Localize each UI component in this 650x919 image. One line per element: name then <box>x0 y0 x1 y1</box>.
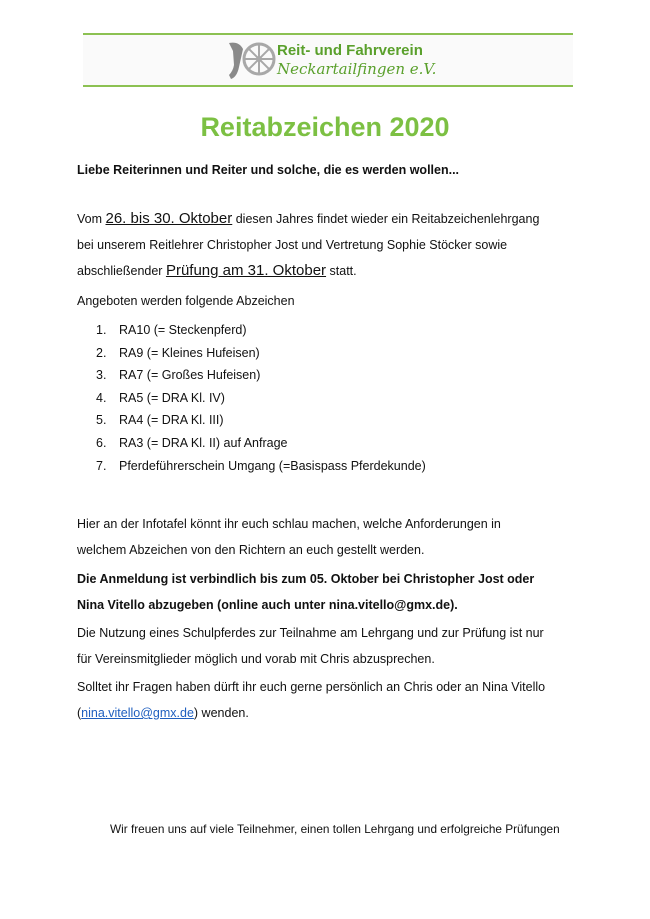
questions-paragraph <box>77 674 545 726</box>
registration-line-1: Die Anmeldung ist verbindlich bis zum 05. Oktober bei Christopher Jost oder <box>77 572 535 586</box>
list-item <box>77 455 426 478</box>
list-number: 7. <box>96 458 107 473</box>
list-number: 2. <box>96 345 107 360</box>
intro-pre: Vom <box>77 212 106 226</box>
list-label: RA7 (= Großes Hufeisen) <box>119 368 261 383</box>
list-label: RA3 (= DRA Kl. II) auf Anfrage <box>119 435 288 450</box>
list-item <box>77 409 426 432</box>
list-number: 3. <box>96 368 107 383</box>
questions-line-2 <box>77 700 545 726</box>
school-line-1: Die Nutzung eines Schulpferdes zur Teilnahme am Lehrgang und zur Prüfung ist nur <box>77 626 544 640</box>
list-number: 4. <box>96 390 107 405</box>
logo-title: Reit- und Fahrverein <box>277 42 423 59</box>
list-number: 6. <box>96 435 107 450</box>
page-title: Reitabzeichen 2020 <box>200 112 450 142</box>
school-horse-paragraph <box>77 620 544 672</box>
info-line-2: welchem Abzeichen von den Richtern an euch gestellt werden. <box>77 543 425 557</box>
intro-paragraph <box>77 206 539 284</box>
intro-line3-post: statt. <box>326 264 357 278</box>
intro-line-1 <box>77 206 539 232</box>
paren-open: ( <box>77 706 82 720</box>
list-label: Pferdeführerschein Umgang (=Basispass Pferdekunde) <box>119 458 426 473</box>
exam-date: Prüfung am 31. Oktober <box>165 262 327 279</box>
footer-text: Wir freuen uns auf viele Teilnehmer, einen tollen Lehrgang und erfolgreiche Prüfungen <box>110 822 560 836</box>
course-dates: 26. bis 30. Oktober <box>105 210 233 227</box>
registration-paragraph <box>77 566 534 618</box>
info-line-1: Hier an der Infotafel könnt ihr euch schlau machen, welche Anforderungen in <box>77 517 501 531</box>
intro-mid: diesen Jahres findet wieder ein Reitabzeichenlehrgang <box>232 212 540 226</box>
list-number: 5. <box>96 413 107 428</box>
list-item <box>77 319 426 342</box>
questions-close: ) wenden. <box>193 706 249 720</box>
list-item <box>77 387 426 410</box>
intro-line3-pre: abschließender <box>77 264 166 278</box>
header-banner <box>83 33 573 87</box>
list-label: RA9 (= Kleines Hufeisen) <box>119 345 260 360</box>
club-logo <box>225 37 455 83</box>
intro-line-3 <box>77 258 539 284</box>
intro-line-2: bei unserem Reitlehrer Christopher Jost und Vertretung Sophie Stöcker sowie <box>77 238 508 252</box>
greeting: Liebe Reiterinnen und Reiter und solche, die es werden wollen... <box>77 163 460 177</box>
list-item <box>77 364 426 387</box>
email-link[interactable]: nina.vitello@gmx.de <box>81 706 194 720</box>
list-label: RA4 (= DRA Kl. III) <box>119 413 224 428</box>
school-line-2: für Vereinsmitglieder möglich und vorab mit Chris abzusprechen. <box>77 652 435 666</box>
list-label: RA5 (= DRA Kl. IV) <box>119 390 225 405</box>
list-item <box>77 432 426 455</box>
questions-line-1: Solltet ihr Fragen haben dürft ihr euch gerne persönlich an Chris oder an Nina Vitello <box>77 680 546 694</box>
list-label: RA10 (= Steckenpferd) <box>119 323 247 337</box>
badge-list <box>77 319 426 477</box>
horse-wheel-icon <box>225 37 277 83</box>
offer-intro: Angeboten werden folgende Abzeichen <box>77 294 295 308</box>
registration-line-2: Nina Vitello abzugeben (online auch unter nina.vitello@gmx.de). <box>77 598 458 612</box>
list-number: 1. <box>96 323 107 337</box>
logo-subtitle: Neckartailfingen e.V. <box>277 60 437 78</box>
info-paragraph <box>77 511 501 563</box>
list-item <box>77 342 426 365</box>
